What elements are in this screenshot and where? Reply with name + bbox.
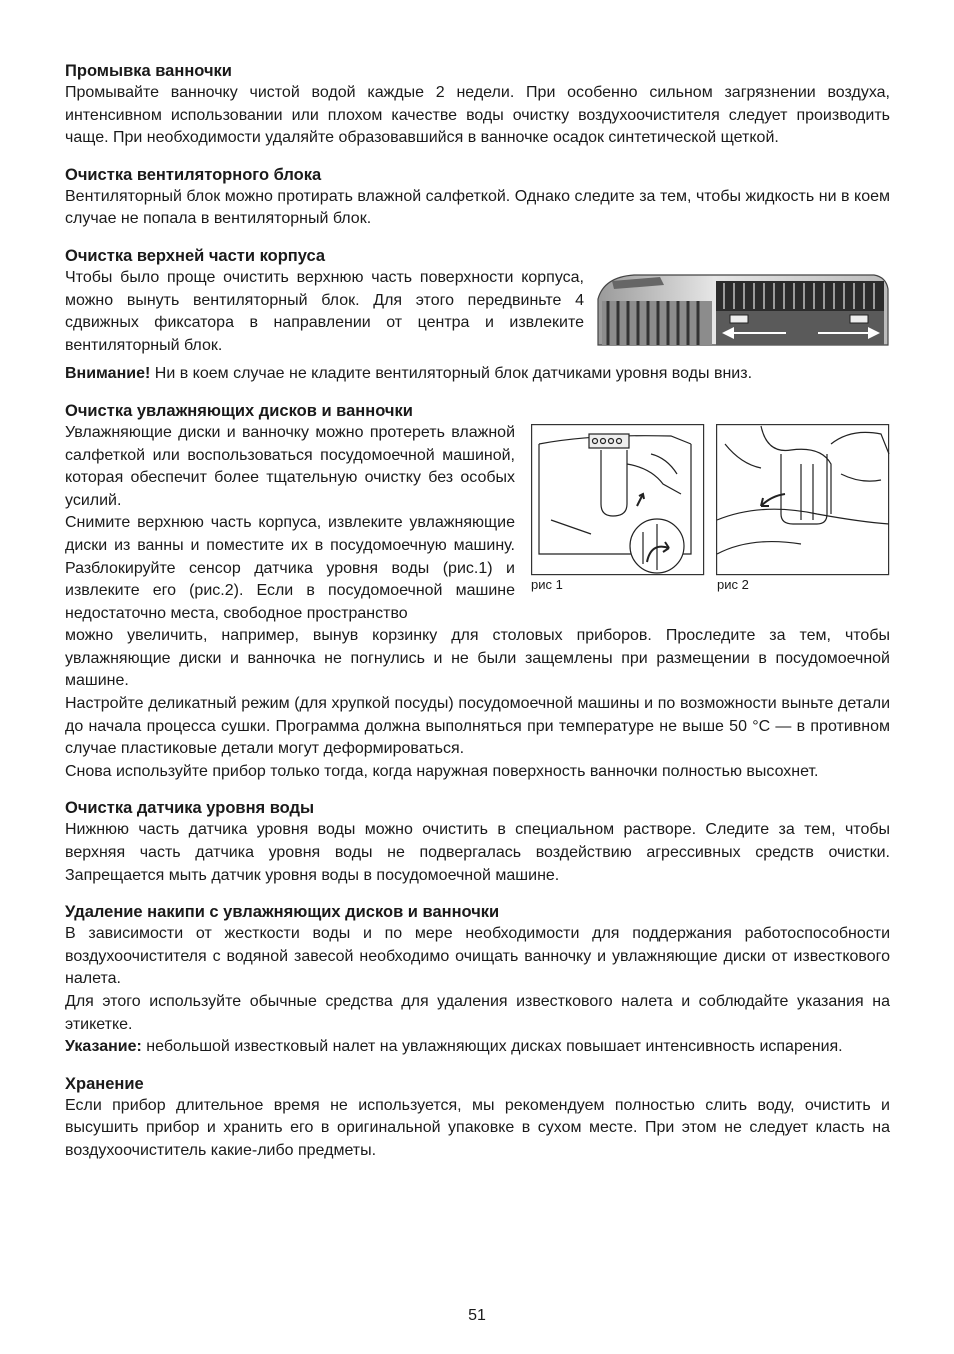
section-storage — [65, 1073, 890, 1163]
document-page — [65, 60, 890, 1177]
section-title: Хранение — [65, 1074, 144, 1093]
paragraph: Для этого используйте обычные средства для удаления известкового налета и соблюдайте указания на этикетке. — [65, 993, 890, 1033]
figure-2-caption: рис 2 — [717, 576, 749, 592]
paragraph: Увлажняющие диски и ванночку можно протереть влажной салфеткой или воспользоваться посудомоечной машиной, которая обеспечит более тщательную очистку без особых усилий. — [65, 423, 515, 509]
paragraph: Снимите верхнюю часть корпуса, извлеките увлажняющие диски из ванны и поместите их в посудомоечную машину. Разблокируйте сенсор датчика уровня воды (рис.1) и извлеките его (рис.2). Если в посудомоечной машине недостаточно места, свободное пространство — [65, 514, 515, 622]
paragraph: можно увеличить, например, вынув корзинку для столовых приборов. Проследите за тем, чтобы увлажняющие диски и ванночка не погнулись и не были защемлены при размещении в посудомоечной машине. — [65, 627, 890, 690]
figure-1-caption: рис 1 — [531, 576, 563, 592]
warning-text: Ни в коем случае не кладите вентиляторный блок датчиками уровня воды вниз. — [150, 365, 753, 383]
fan-unit-illustration — [594, 271, 890, 345]
note-text: небольшой известковый налет на увлажняющих дисках повышает интенсивность испарения. — [141, 1038, 843, 1056]
paragraph: Нижнюю часть датчика уровня воды можно очистить в специальном растворе. Следите за тем, чтобы верхняя часть датчика уровня воды не подвергалась воздействию агрессивных средств очистки. Запрещается мыть датчик уровня воды в посудомоечной машине. — [65, 821, 890, 884]
warning-paragraph — [65, 363, 890, 386]
section-title: Очистка увлажняющих дисков и ванночки — [65, 401, 413, 420]
section-sensor-cleaning — [65, 797, 890, 887]
paragraph: Вентиляторный блок можно протирать влажной салфеткой. Однако следите за тем, чтобы жидкость ни в коем случае не попала в вентиляторный блок. — [65, 187, 890, 228]
paragraph: Если прибор длительное время не используется, мы рекомендуем полностью слить воду, очистить и высушить прибор и хранить его в оригинальной упаковке в сухом месте. При этом не следует класть на воздухоочиститель какие-либо предметы. — [65, 1096, 890, 1159]
section-title: Очистка датчика уровня воды — [65, 799, 315, 818]
section-descaling — [65, 901, 890, 1059]
section-title: Очистка верхней части корпуса — [65, 246, 326, 265]
figures-sensor — [531, 424, 890, 599]
note-label: Указание: — [65, 1038, 142, 1056]
section-title: Промывка ванночки — [65, 62, 232, 80]
paragraph: В зависимости от жесткости воды и по мере необходимости для поддержания работоспособности воздухоочистителя с водяной завесой необходимо очищать ванночку и увлажняющие диски от известкового налета. — [65, 925, 890, 988]
paragraph: Снова используйте прибор только тогда, когда наружная поверхность ванночки полностью высохнет. — [65, 762, 819, 780]
section-title: Очистка вентиляторного блока — [65, 165, 322, 184]
figure-2 — [717, 425, 889, 575]
page-number: 51 — [468, 1307, 486, 1324]
paragraph: Чтобы было проще очистить верхнюю часть поверхности корпуса, можно вынуть вентиляторный блок. Для этого передвиньте 4 сдвижных фиксатора в направлении от центра и извлеките вентиляторный блок. — [65, 268, 584, 354]
paragraph: Настройте деликатный режим (для хрупкой посуды) посудомоечной машины и по возможности выньте детали до начала процесса сушки. Программа должна выполняться при температуре не выше 50 °C — в противном случае пластиковые детали могут деформироваться. — [65, 695, 890, 758]
note-paragraph — [65, 1036, 890, 1059]
section-top-housing — [65, 245, 890, 386]
warning-label: Внимание! — [65, 365, 151, 383]
section-tray-rinse — [65, 60, 890, 150]
figure-1 — [532, 425, 704, 575]
paragraph: Промывайте ванночку чистой водой каждые 2 недели. При особенно сильном загрязнении воздуха, интенсивном использовании или плохом качестве воды очистку воздухоочистителя следует производить чаще. При необходимости удаляйте образовавшийся в ванночке осадок синтетической щеткой. — [65, 84, 890, 147]
section-title: Удаление накипи с увлажняющих дисков и ванночки — [65, 903, 500, 922]
section-disks-tray — [65, 400, 890, 784]
section-fan-unit — [65, 164, 890, 231]
